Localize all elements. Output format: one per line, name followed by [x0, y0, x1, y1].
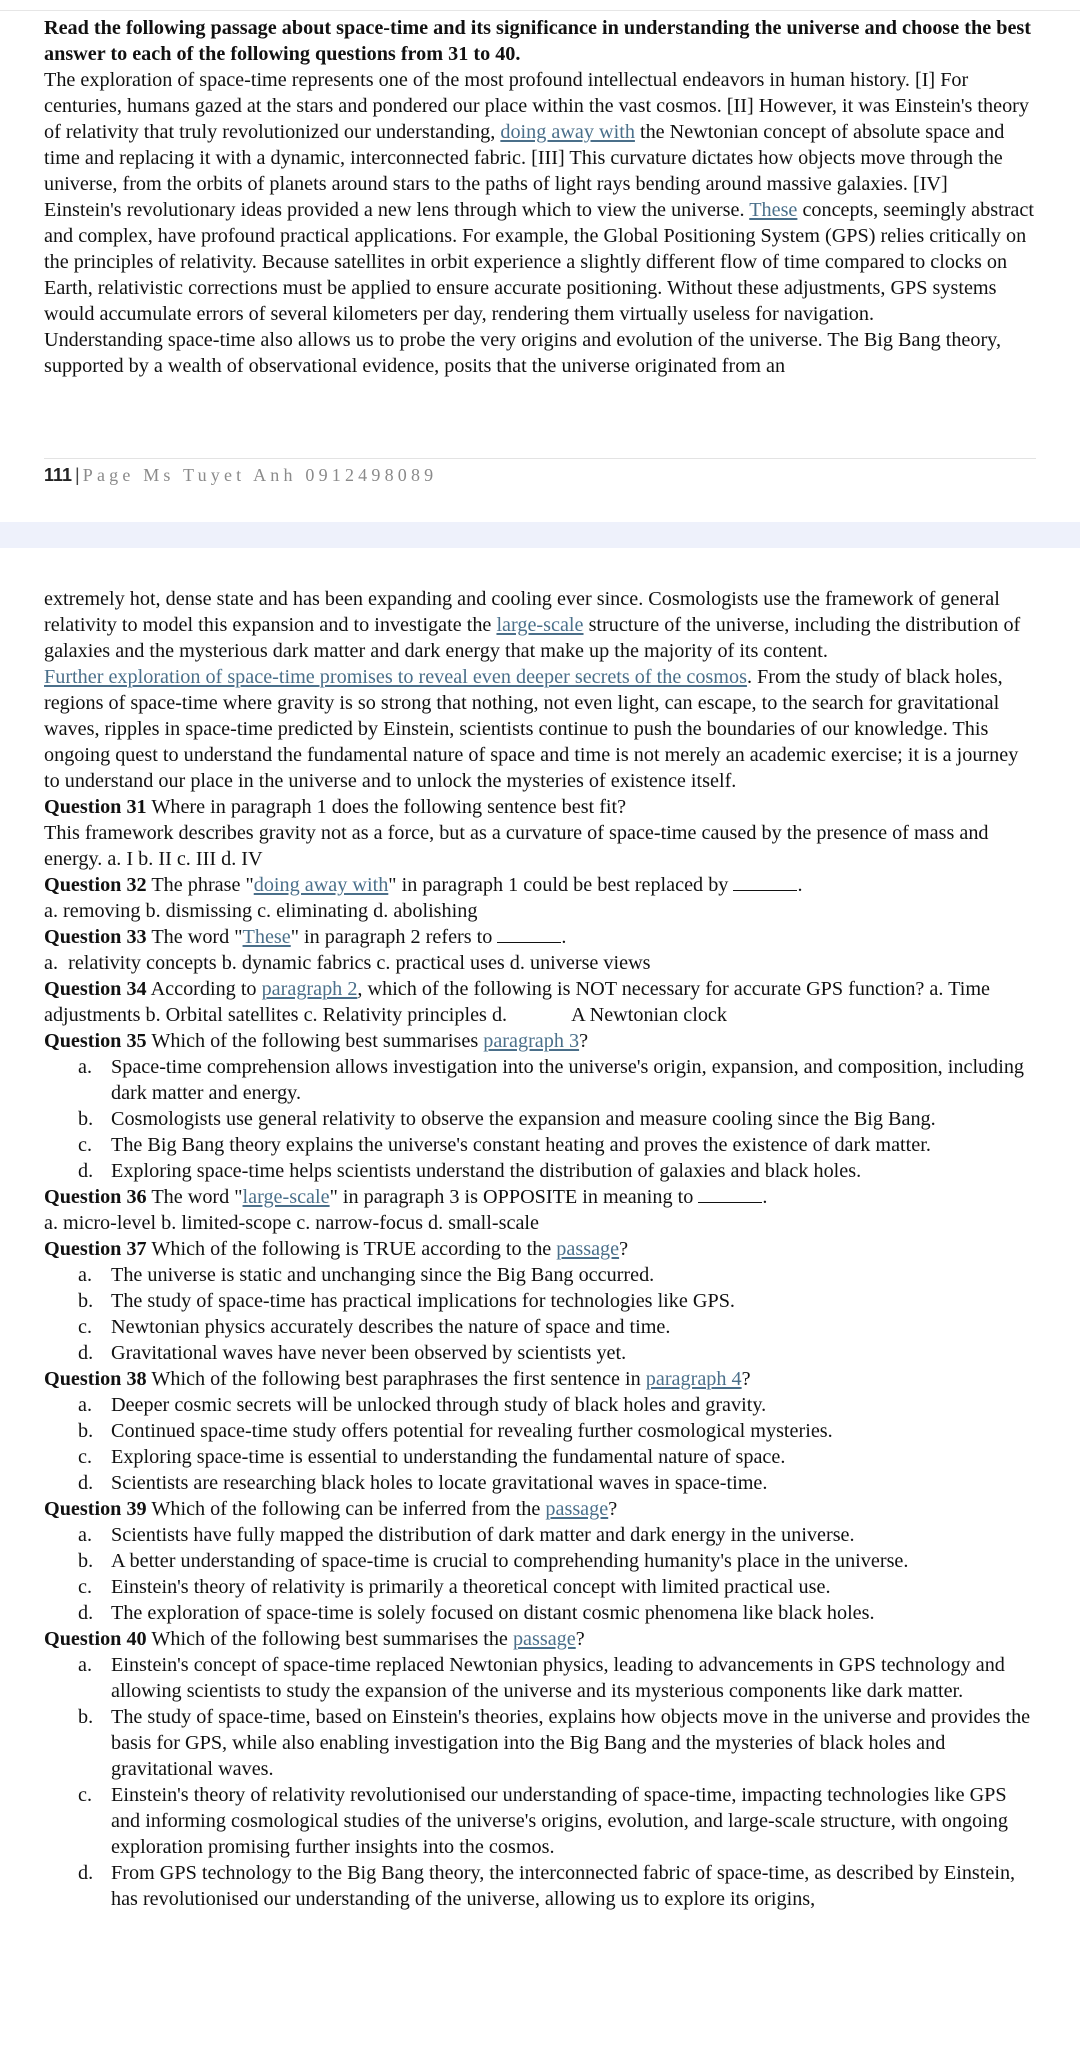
question-35-options	[44, 1054, 1036, 1184]
page-112-content	[44, 586, 1036, 1912]
highlight-these: These	[749, 199, 798, 221]
option-d: d. The exploration of space-time is solely focused on distant cosmic phenomena like black holes.	[78, 1602, 875, 1624]
footer-divider	[44, 458, 1036, 459]
paragraph-4: Further exploration of space-time promises to reveal even deeper secrets of the cosmos. From the study of black holes, regions of space-time where gravity is so strong that nothing, not even light, can escape, to the search for gravitational waves, ripples in space-time predicted by Einstein, scientists continue to push the boundaries of our knowledge. This ongoing quest to understand the fundamental nature of space and time is not merely an academic exercise; it is a journey to understand our place in the universe and to unlock the mysteries of existence itself.	[44, 666, 1019, 792]
option-a: a. The universe is static and unchanging since the Big Bang occurred.	[78, 1264, 655, 1286]
option-b: b. The study of space-time, based on Einstein's theories, explains how objects move in the universe and provides the basis for GPS, while also enabling investigation into the Big Bang and the mysteries of black holes and gravitational waves.	[78, 1706, 1031, 1780]
page-111-content	[44, 15, 1036, 379]
instruction	[44, 15, 1036, 67]
highlight-doing-away-with: doing away with	[500, 121, 635, 143]
option-c: c. Einstein's theory of relativity revolutionised our understanding of space-time, impacting technologies like GPS and informing cosmological studies of the universe's origins, evolution, and large-scale structure, with ongoing exploration promising further insights into the cosmos.	[78, 1784, 1008, 1858]
question-37: Question 37 Which of the following is TRUE according to the passage?	[44, 1238, 629, 1260]
question-31: Question 31 Where in paragraph 1 does the following sentence best fit?	[44, 796, 627, 818]
page-gap	[0, 522, 1080, 548]
option-c: c. The Big Bang theory explains the universe's constant heating and proves the existence of dark matter.	[78, 1134, 931, 1156]
page-footer	[44, 464, 437, 486]
highlight-large-scale: large-scale	[496, 614, 584, 636]
paragraph-2: Einstein's revolutionary ideas provided a new lens through which to view the universe. These concepts, seemingly abstract and complex, have profound practical applications. For example, the Global Positioning System (GPS) relies critically on the principles of relativity. Because satellites in orbit experience a slightly different flow of time compared to clocks on Earth, relativistic corrections must be applied to ensure accurate positioning. Without these adjustments, GPS systems would accumulate errors of several kilometers per day, rendering them virtually useless for navigation.	[44, 199, 1034, 325]
document-page-111	[0, 0, 1080, 522]
question-33-options: a. relativity concepts b. dynamic fabrics c. practical uses d. universe views	[44, 952, 651, 974]
question-33: Question 33 The word "These" in paragraph 2 refers to .	[44, 926, 567, 948]
question-37-options	[44, 1262, 1036, 1366]
q34-paragraph-link: paragraph 2	[261, 978, 358, 1000]
question-35: Question 35 Which of the following best summarises paragraph 3?	[44, 1030, 589, 1052]
question-32: Question 32 The phrase "doing away with" in paragraph 1 could be best replaced by .	[44, 874, 803, 896]
paragraph-1: The exploration of space-time represents one of the most profound intellectual endeavors in human history. [I] For centuries, humans gazed at the stars and pondered our place within the vast cosmos. [II] However, it was Einstein's theory of relativity that truly revolutionized our understanding, doing away with the Newtonian concept of absolute space and time and replacing it with a dynamic, interconnected fabric. [III] This curvature dictates how objects move through the universe, from the orbits of planets around stars to the paths of light rays bending around massive galaxies. [IV]	[44, 69, 1029, 195]
answer-blank	[733, 872, 797, 891]
highlight-first-sentence-p4: Further exploration of space-time promises to reveal even deeper secrets of the cosmos	[44, 666, 747, 688]
q39-passage-link: passage	[545, 1498, 609, 1520]
option-c: c. Einstein's theory of relativity is primarily a theoretical concept with limited practical use.	[78, 1576, 831, 1598]
option-b: b. The study of space-time has practical implications for technologies like GPS.	[78, 1290, 735, 1312]
question-36: Question 36 The word "large-scale" in paragraph 3 is OPPOSITE in meaning to .	[44, 1186, 768, 1208]
question-32-options: a. removing b. dismissing c. eliminating d. abolishing	[44, 900, 478, 922]
option-d: d. Gravitational waves have never been observed by scientists yet.	[78, 1342, 627, 1364]
instruction-text: Read the following passage about space-time and its significance in understanding the universe and choose the best answer to each of the following questions from 31 to 40.	[44, 17, 1032, 65]
option-b: b. Continued space-time study offers potential for revealing further cosmological mysteries.	[78, 1420, 833, 1442]
question-40: Question 40 Which of the following best summarises the passage?	[44, 1628, 585, 1650]
option-a: a. Space-time comprehension allows investigation into the universe's origin, expansion, and composition, including dark matter and energy.	[78, 1056, 1025, 1104]
option-b: b. A better understanding of space-time is crucial to comprehending humanity's place in the universe.	[78, 1550, 909, 1572]
question-38-options	[44, 1392, 1036, 1496]
page-top-edge	[0, 0, 1080, 11]
question-40-options	[44, 1652, 1036, 1912]
option-a: a. Deeper cosmic secrets will be unlocked through study of black holes and gravity.	[78, 1394, 767, 1416]
option-d: d. Exploring space-time helps scientists understand the distribution of galaxies and black holes.	[78, 1160, 862, 1182]
question-34: Question 34 According to paragraph 2, which of the following is NOT necessary for accurate GPS function? a. Time adjustments b. Orbital satellites c. Relativity principles d. A Newtonian clock	[44, 978, 991, 1026]
page-number: 111	[44, 465, 73, 485]
document-page-112	[0, 548, 1080, 2067]
paragraph-3-start: Understanding space-time also allows us to probe the very origins and evolution of the universe. The Big Bang theory, supported by a wealth of observational evidence, posits that the universe originated from an	[44, 329, 1002, 377]
question-31-sentence: This framework describes gravity not as a force, but as a curvature of space-time caused by the presence of mass and energy. a. I b. II c. III d. IV	[44, 822, 989, 870]
footer-text: Page Ms Tuyet Anh 0912498089	[82, 465, 438, 485]
q40-passage-link: passage	[512, 1628, 576, 1650]
option-c: c. Newtonian physics accurately describes the nature of space and time.	[78, 1316, 671, 1338]
q38-paragraph-link: paragraph 4	[645, 1368, 742, 1390]
q33-word-link: These	[242, 926, 291, 948]
option-d: d. From GPS technology to the Big Bang theory, the interconnected fabric of space-time, as described by Einstein, has revolutionised our understanding of the universe, allowing us to explore its origins,	[78, 1862, 1016, 1910]
q37-passage-link: passage	[556, 1238, 620, 1260]
q35-paragraph-link: paragraph 3	[483, 1030, 580, 1052]
option-a: a. Einstein's concept of space-time replaced Newtonian physics, leading to advancements in GPS technology and allowing scientists to study the expansion of the universe and its mysterious components like dark matter.	[78, 1654, 1005, 1702]
option-a: a. Scientists have fully mapped the distribution of dark matter and dark energy in the universe.	[78, 1524, 855, 1546]
question-36-options: a. micro-level b. limited-scope c. narrow-focus d. small-scale	[44, 1212, 539, 1234]
option-c: c. Exploring space-time is essential to understanding the fundamental nature of space.	[78, 1446, 786, 1468]
option-b: b. Cosmologists use general relativity to observe the expansion and measure cooling since the Big Bang.	[78, 1108, 936, 1130]
q32-phrase-link: doing away with	[253, 874, 389, 896]
footer-separator: |	[75, 465, 80, 485]
question-39: Question 39 Which of the following can be inferred from the passage?	[44, 1498, 618, 1520]
answer-blank	[698, 1184, 762, 1203]
option-d: d. Scientists are researching black holes to locate gravitational waves in space-time.	[78, 1472, 768, 1494]
question-38: Question 38 Which of the following best paraphrases the first sentence in paragraph 4?	[44, 1368, 751, 1390]
paragraph-3-cont: extremely hot, dense state and has been expanding and cooling ever since. Cosmologists use the framework of general relativity to model this expansion and to investigate the large-scale structure of the universe, including the distribution of galaxies and the mysterious dark matter and dark energy that make up the majority of its content.	[44, 588, 1021, 662]
q36-word-link: large-scale	[242, 1186, 330, 1208]
answer-blank	[497, 924, 561, 943]
question-39-options	[44, 1522, 1036, 1626]
